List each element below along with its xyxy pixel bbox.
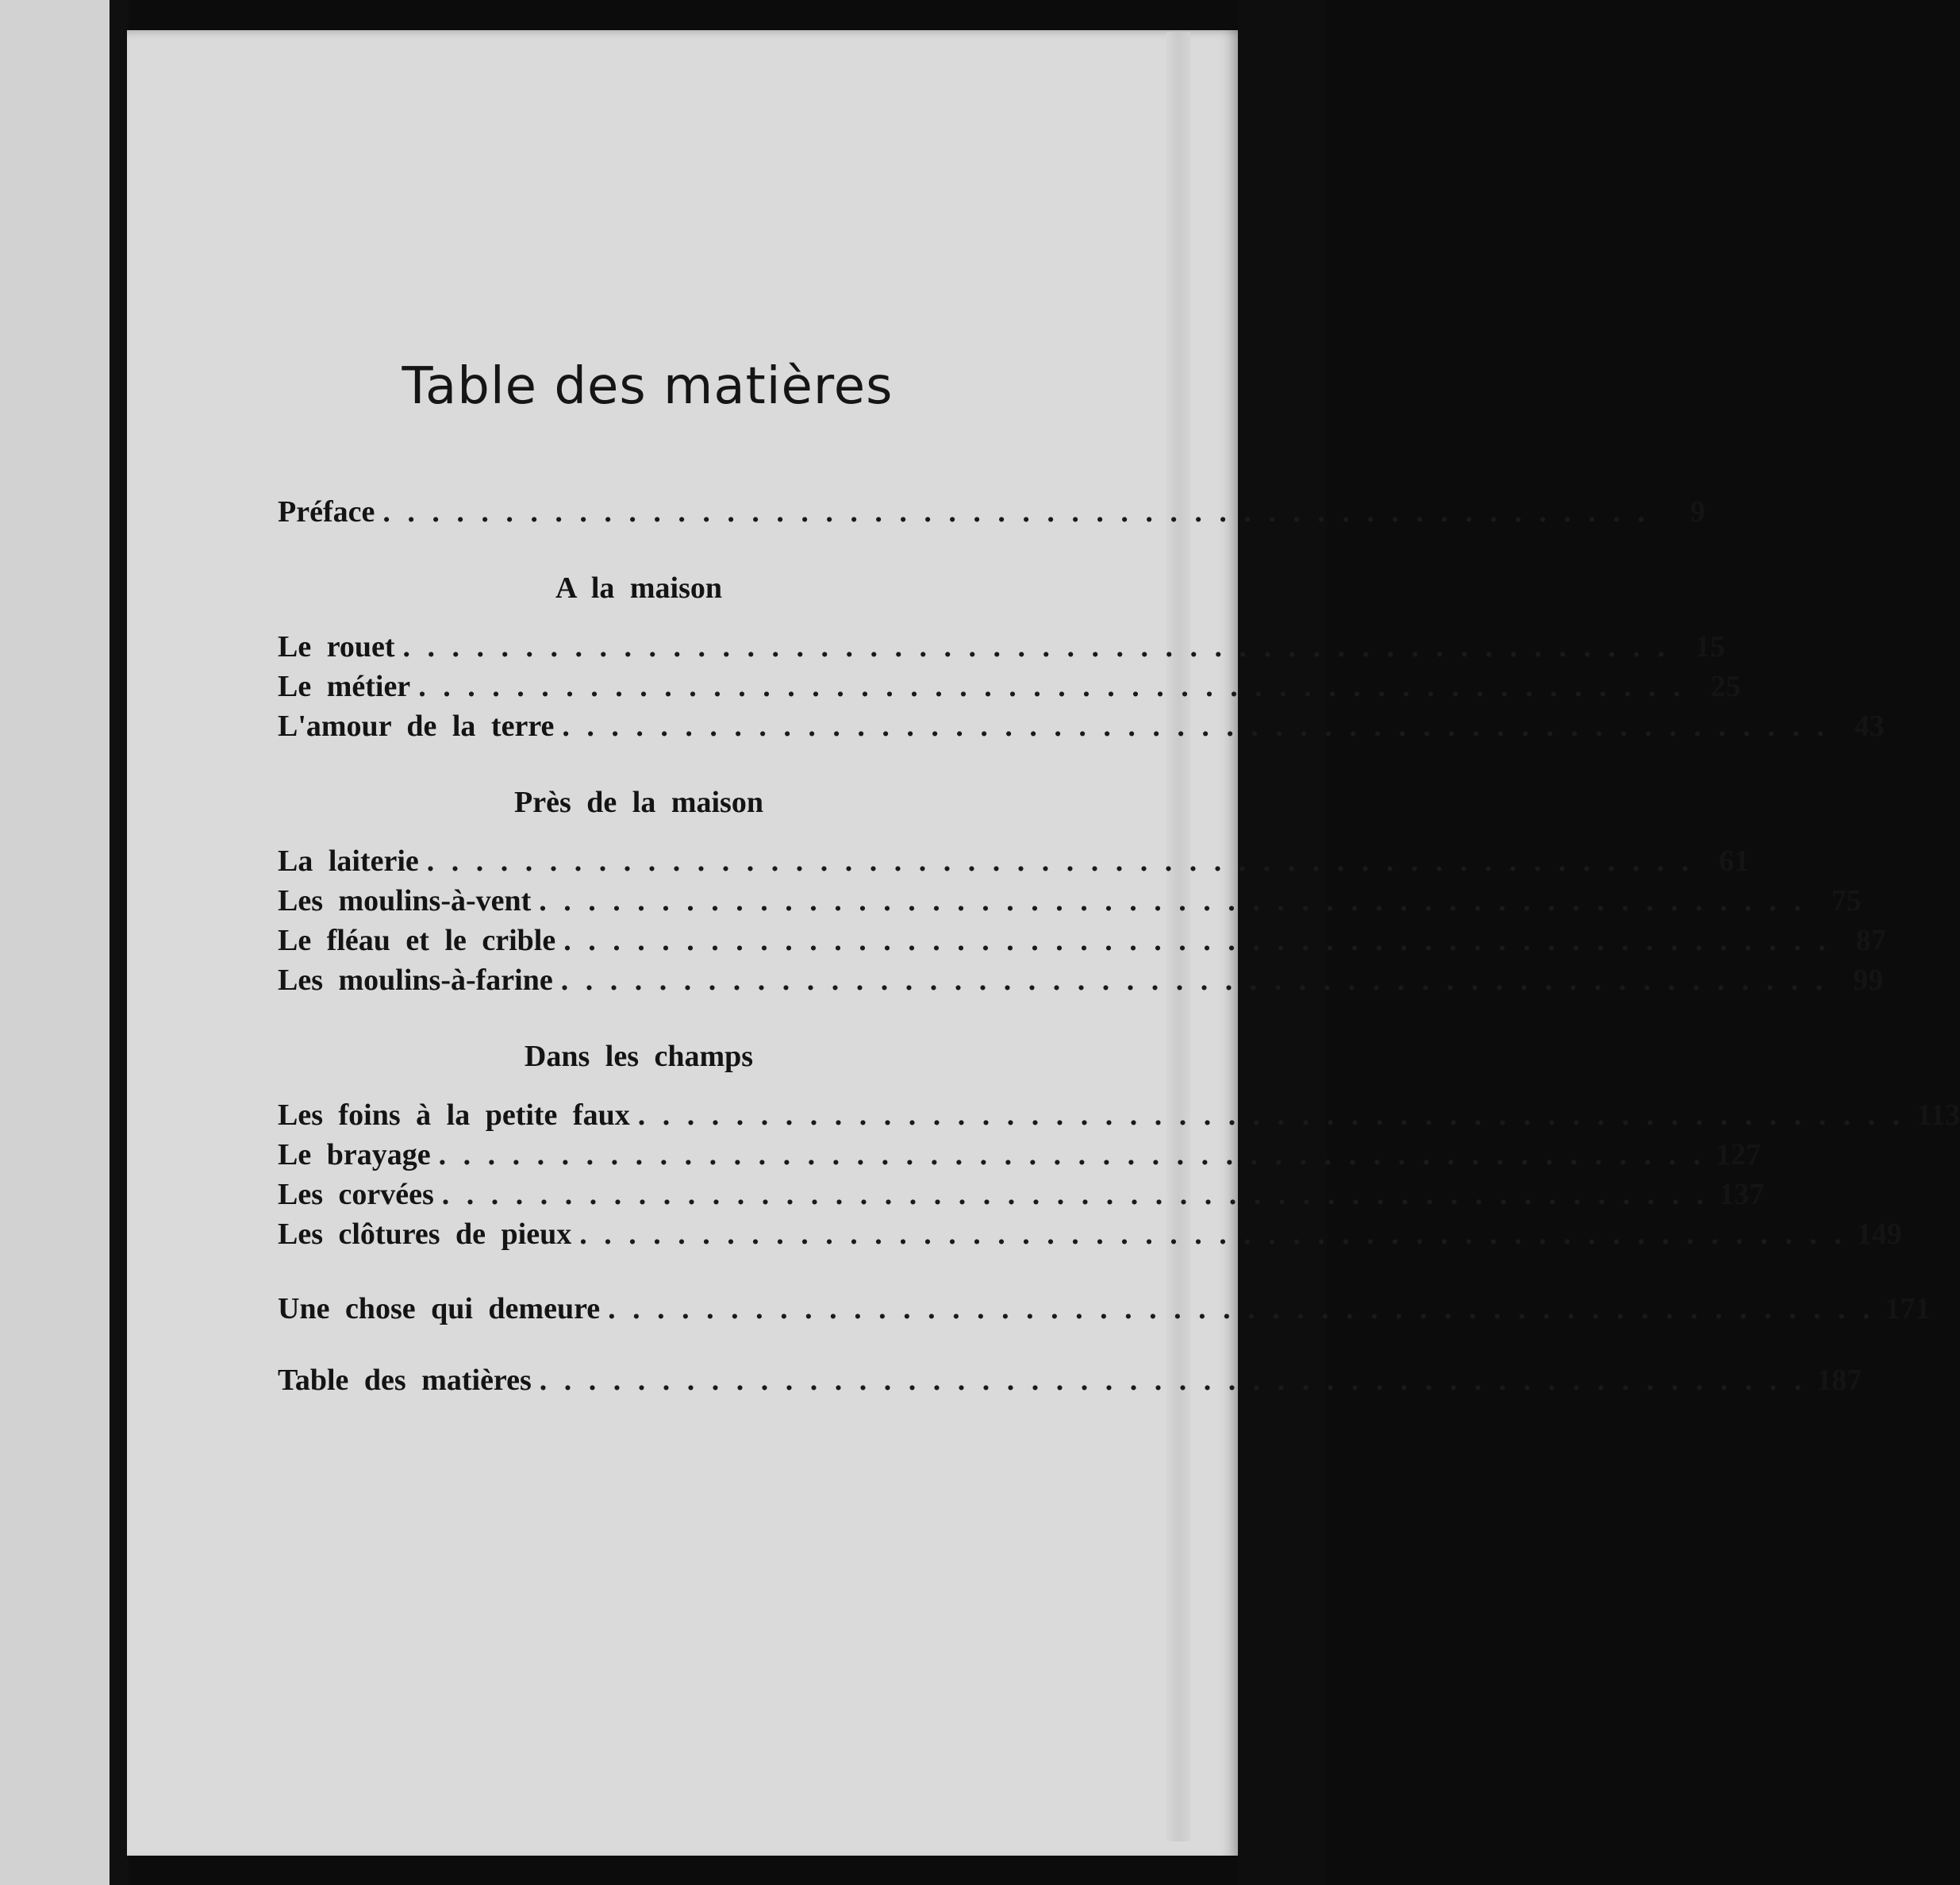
toc-page-number: 87	[1855, 924, 1886, 957]
spacer	[278, 1329, 1000, 1360]
toc-page-number: 61	[1719, 844, 1750, 878]
toc-entry[interactable]	[278, 921, 1886, 960]
toc-page-number: 113	[1916, 1098, 1960, 1132]
toc-entry-label: Les foins à la petite faux	[278, 1098, 630, 1132]
table-of-contents	[278, 492, 1960, 1400]
toc-entry-label: Les moulins-à-farine	[278, 964, 553, 997]
dot-leader: . . . . . . . . . . . . . . . . . . . . . . . . . . . . . . . . . . . . . . . . . . . . . . . . . . . .	[637, 1098, 1905, 1132]
toc-entry[interactable]	[278, 1135, 1762, 1175]
left-page-edge	[0, 0, 110, 1885]
toc-entry-label: Le brayage	[278, 1138, 431, 1171]
dot-leader: . . . . . . . . . . . . . . . . . . . . . . . . . . . . . . . . . . . . . . . . . . . . . . . . . . . .	[382, 495, 1650, 529]
toc-entry-label: Une chose qui demeure	[278, 1292, 601, 1325]
toc-entry-label: L'amour de la terre	[278, 710, 555, 743]
spacer	[278, 1254, 1000, 1289]
toc-entry-label: Le rouet	[278, 630, 395, 664]
toc-entry-label: Le fléau et le crible	[278, 924, 556, 957]
toc-entry[interactable]	[278, 1175, 1765, 1214]
dot-leader: . . . . . . . . . . . . . . . . . . . . . . . . . . . . . . . . . . . . . . . . . . . . . . . . . . . .	[560, 964, 1828, 997]
toc-entry[interactable]	[278, 960, 1884, 1000]
dot-leader: . . . . . . . . . . . . . . . . . . . . . . . . . . . . . . . . . . . . . . . . . . . . . . . . . . . .	[441, 1178, 1709, 1211]
toc-page-number: 171	[1885, 1292, 1931, 1325]
dot-leader: . . . . . . . . . . . . . . . . . . . . . . . . . . . . . . . . . . . . . . . . . . . . . . . . . . . .	[402, 630, 1670, 664]
dot-leader: . . . . . . . . . . . . . . . . . . . . . . . . . . . . . . . . . . . . . . . . . . . . . . . . . . . .	[438, 1138, 1706, 1171]
toc-page-number: 137	[1719, 1178, 1765, 1211]
section-heading: A la maison	[555, 571, 723, 605]
toc-entry-label: La laiterie	[278, 844, 419, 878]
toc-page-number: 25	[1710, 670, 1741, 703]
dot-leader: . . . . . . . . . . . . . . . . . . . . . . . . . . . . . . . . . . . . . . . . . . . . . . . . . . . .	[608, 1292, 1875, 1325]
toc-entry-label: Table des matières	[278, 1364, 532, 1397]
toc-entry[interactable]	[278, 706, 1885, 746]
dot-leader: . . . . . . . . . . . . . . . . . . . . . . . . . . . . . . . . . . . . . . . . . . . . . . . . . . . .	[426, 844, 1694, 878]
toc-page-number: 75	[1831, 884, 1862, 917]
toc-entry[interactable]	[278, 1095, 1960, 1135]
toc-entry[interactable]	[278, 627, 1726, 667]
toc-entry[interactable]	[278, 841, 1750, 881]
toc-page-number: 9	[1689, 495, 1705, 529]
book-gutter	[110, 0, 129, 1885]
dot-leader: . . . . . . . . . . . . . . . . . . . . . . . . . . . . . . . . . . . . . . . . . . . . . . . . . . . .	[539, 884, 1806, 917]
toc-entry-label: Le métier	[278, 670, 411, 703]
toc-entry[interactable]	[278, 881, 1862, 921]
section-heading: Près de la maison	[514, 786, 763, 819]
toc-page-number: 15	[1695, 630, 1726, 664]
toc-page-number: 99	[1853, 964, 1884, 997]
section-heading: Dans les champs	[524, 1040, 754, 1073]
toc-entry-preface[interactable]	[278, 492, 1705, 532]
toc-entry[interactable]	[278, 1289, 1931, 1329]
toc-page-number: 187	[1816, 1364, 1862, 1397]
toc-entry-label: Les clôtures de pieux	[278, 1218, 572, 1251]
toc-entry-label: Les corvées	[278, 1178, 434, 1211]
toc-page-number: 127	[1716, 1138, 1762, 1171]
toc-entry-label: Les moulins-à-vent	[278, 884, 532, 917]
dot-leader: . . . . . . . . . . . . . . . . . . . . . . . . . . . . . . . . . . . . . . . . . . . . . . . . . . . .	[418, 670, 1685, 703]
toc-page-number: 149	[1856, 1218, 1902, 1251]
page-title: Table des matières	[402, 357, 894, 416]
dot-leader: . . . . . . . . . . . . . . . . . . . . . . . . . . . . . . . . . . . . . . . . . . . . . . . . . . . .	[539, 1364, 1807, 1397]
toc-page-number: 43	[1854, 710, 1885, 743]
dot-leader: . . . . . . . . . . . . . . . . . . . . . . . . . . . . . . . . . . . . . . . . . . . . . . . . . . . .	[563, 924, 1831, 957]
dot-leader: . . . . . . . . . . . . . . . . . . . . . . . . . . . . . . . . . . . . . . . . . . . . . . . . . . . .	[579, 1218, 1847, 1251]
toc-entry-label: Préface	[278, 495, 375, 529]
toc-entry[interactable]	[278, 1214, 1902, 1254]
dot-leader: . . . . . . . . . . . . . . . . . . . . . . . . . . . . . . . . . . . . . . . . . . . . . . . . . . . .	[562, 710, 1829, 743]
toc-entry[interactable]	[278, 667, 1741, 706]
toc-entry[interactable]	[278, 1360, 1862, 1400]
